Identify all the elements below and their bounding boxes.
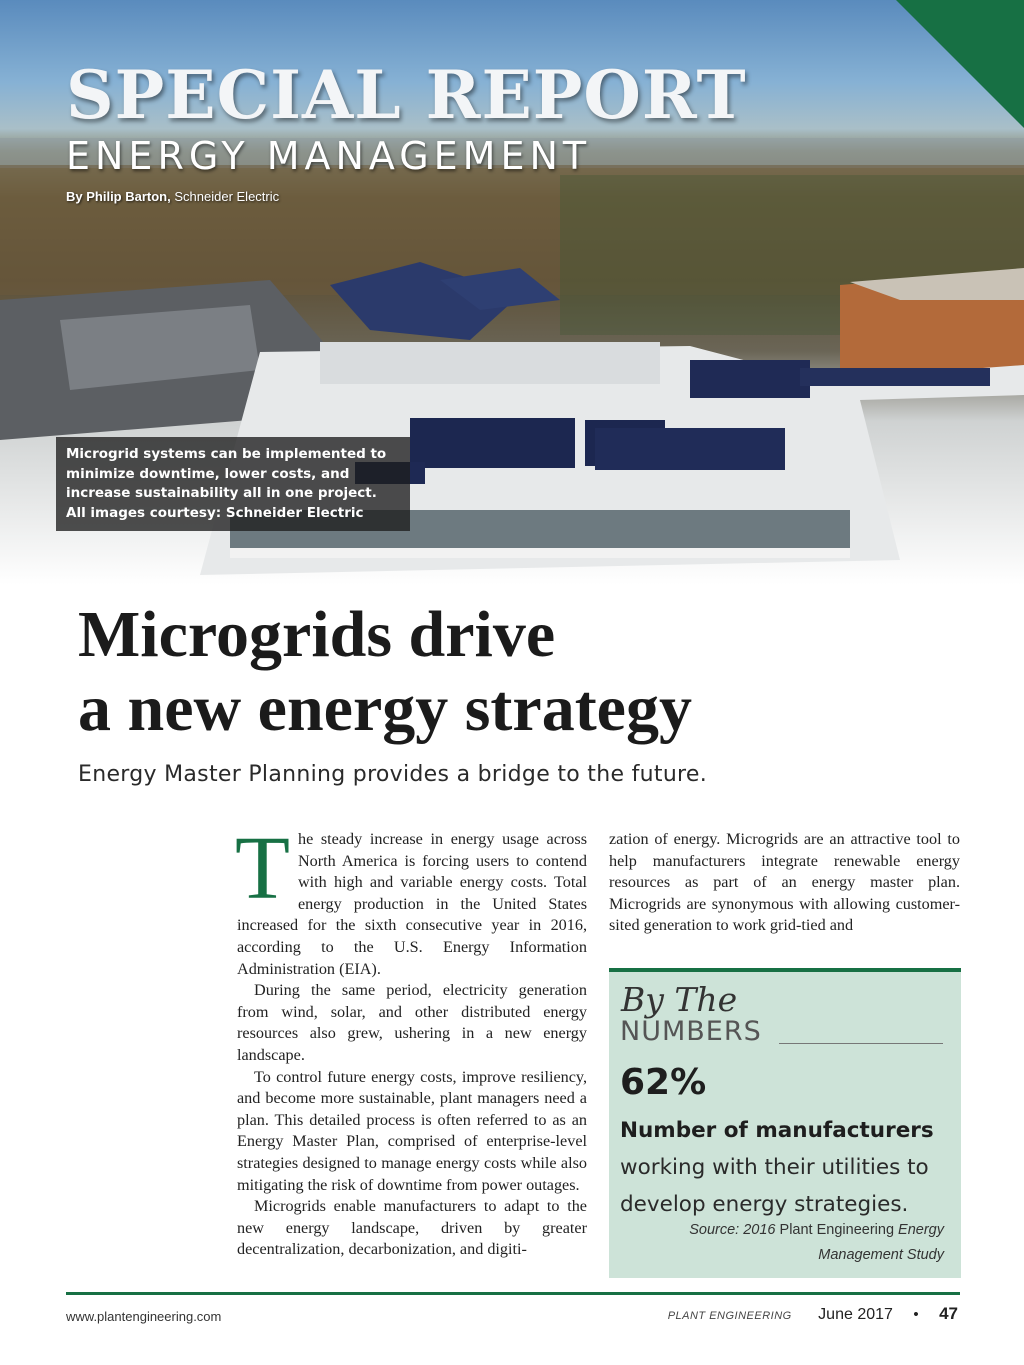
body-column-1 bbox=[235, 819, 587, 1261]
byline-company: Schneider Electric bbox=[174, 189, 280, 204]
footer-url[interactable]: www.plantengineering.com bbox=[66, 1309, 222, 1324]
source-study: Energy Management Study bbox=[818, 1222, 944, 1263]
source-prefix: Source: 2016 bbox=[689, 1222, 776, 1238]
paragraph-5: zation of energy. Microgrids are an attractive tool to help manufacturers integrate renewable energy resources as part of an energy master plan. Microgrids are synonymous with allowing customer-sited generation to work grid-tied and bbox=[609, 830, 960, 935]
paragraph-1 bbox=[235, 819, 587, 980]
photo-caption: Microgrid systems can be implemented to minimize downtime, lower costs, and increase sustainability all in one project. All images courtesy: Schneider Electric bbox=[56, 437, 410, 531]
footer-folio bbox=[668, 1304, 958, 1324]
footer-rule bbox=[66, 1292, 960, 1295]
source-publication: Plant Engineering bbox=[779, 1222, 895, 1238]
sidebar-description-rest: working with their utilities to develop energy strategies. bbox=[620, 1155, 929, 1217]
paragraph-1-text: he steady increase in energy usage across North America is forcing users to contend with high and variable energy costs. Total energy production in the United States increased for the sixth consecutive year in 2016, according to the U.S. Energy Information Administration (EIA). bbox=[237, 830, 587, 978]
corner-accent bbox=[896, 0, 1024, 128]
byline bbox=[66, 189, 279, 204]
sidebar-title-script: By The bbox=[621, 980, 738, 1019]
page-number: 47 bbox=[939, 1304, 958, 1323]
footer-date: June 2017 bbox=[818, 1306, 893, 1323]
paragraph-3: To control future energy costs, improve resiliency, and become more sustainable, plant managers need a plan. This detailed process is often referred to as an Energy Master Plan, comprised of enterprise-level strategies designed to manage energy costs while also mitigating the risk of downtime from power outages. bbox=[237, 1067, 587, 1194]
footer-bullet: • bbox=[913, 1306, 919, 1323]
sidebar-stat: 62% bbox=[620, 1062, 707, 1103]
body-column-2 bbox=[609, 829, 960, 937]
sidebar-source bbox=[634, 1218, 944, 1268]
hero-photo bbox=[0, 0, 1024, 585]
sidebar-title-caps: NUMBERS bbox=[620, 1016, 762, 1047]
headline-line-1: Microgrids drive bbox=[78, 598, 556, 671]
special-report-kicker: SPECIAL REPORT bbox=[66, 56, 747, 134]
footer-publication: PLANT ENGINEERING bbox=[667, 1310, 792, 1322]
article-dek: Energy Master Planning provides a bridge to the future. bbox=[78, 762, 708, 787]
paragraph-4: Microgrids enable manufacturers to adapt to the new energy landscape, driven by greater decentralization, decarbonization, and digiti- bbox=[237, 1197, 587, 1259]
by-the-numbers-sidebar bbox=[609, 968, 961, 1278]
byline-author: By Philip Barton, bbox=[66, 189, 171, 204]
drop-cap: T bbox=[235, 819, 290, 918]
sidebar-description bbox=[620, 1112, 950, 1223]
section-title: ENERGY MANAGEMENT bbox=[66, 134, 592, 178]
sidebar-rule bbox=[779, 1043, 943, 1044]
paragraph-2: During the same period, electricity generation from wind, solar, and other distributed energy resources also grew, ushering in a new energy landscape. bbox=[237, 981, 587, 1064]
headline-line-2: a new energy strategy bbox=[78, 672, 692, 745]
article-headline bbox=[78, 598, 978, 746]
sidebar-description-bold: Number of manufacturers bbox=[620, 1118, 934, 1143]
